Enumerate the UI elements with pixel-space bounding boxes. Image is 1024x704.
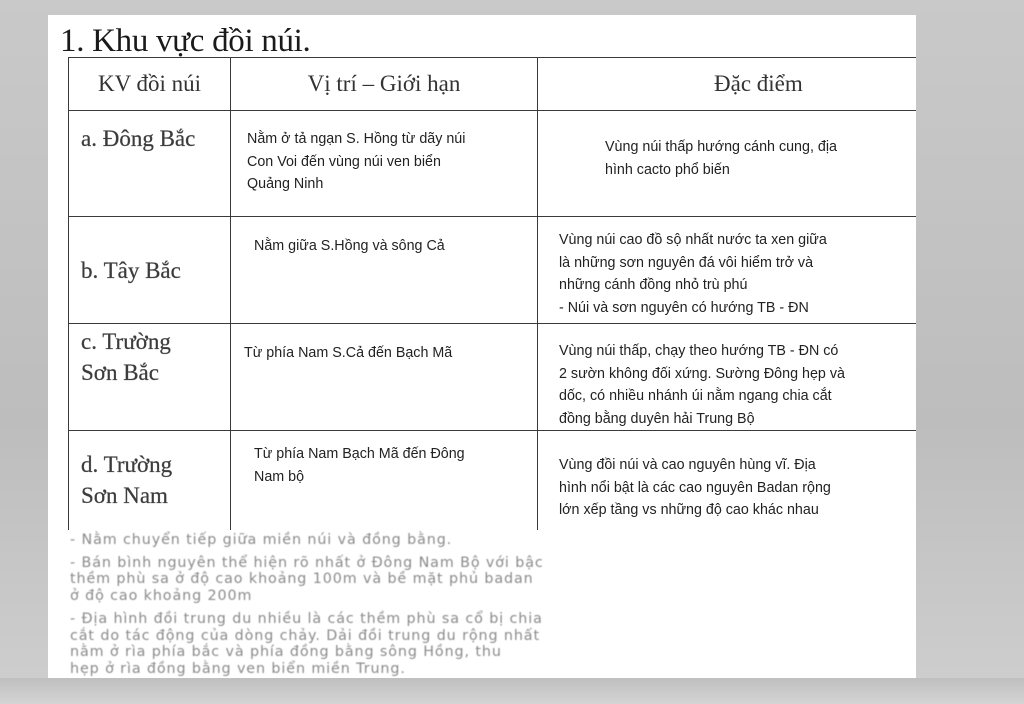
region-cell — [69, 217, 231, 324]
table-row — [69, 111, 917, 217]
features-cell — [538, 217, 917, 324]
features-text: Vùng đồi núi và cao nguyên hùng vĩ. Địa hình nổi bật là các cao nguyên Badan rộng lớn xếp tầng vs những độ cao khác nhau — [559, 457, 831, 518]
region-name: b. Tây Bắc — [81, 258, 181, 283]
region-cell — [69, 431, 231, 531]
document-page — [48, 15, 916, 530]
region-name: c. Trường Sơn Bắc — [81, 329, 171, 385]
section-heading: 1. Khu vực đồi núi. — [60, 23, 311, 59]
region-cell — [69, 324, 231, 431]
page-shadow — [0, 678, 1024, 704]
features-text: Vùng núi thấp hướng cánh cung, địa hình cacto phổ biến — [605, 139, 837, 178]
mountain-region-table — [68, 57, 916, 530]
features-cell — [538, 324, 917, 431]
position-text: Nằm giữa S.Hồng và sông Cả — [254, 238, 445, 254]
position-text: Từ phía Nam S.Cả đến Bạch Mã — [244, 345, 453, 361]
features-text: Vùng núi thấp, chạy theo hướng TB - ĐN có 2 sườn không đối xứng. Sường Đông hẹp và dốc, có nhiều nhánh úi nằm ngang chia cắt đồng bằng duyên hải Trung Bộ — [559, 343, 845, 427]
position-cell — [231, 111, 538, 217]
note-line: - Bán bình nguyên thể hiện rõ nhất ở Đông Nam Bộ với bậc thềm phù sa ở độ cao khoảng 100m và bề mặt phủ badan ở độ cao khoảng 200m — [70, 554, 544, 604]
table-header-row — [69, 58, 917, 111]
header-features: Đặc điểm — [538, 58, 917, 111]
features-cell — [538, 431, 917, 531]
features-text: Vùng núi cao đồ sộ nhất nước ta xen giữa là những sơn nguyên đá vôi hiểm trở và những cánh đồng nhỏ trù phú - Núi và sơn nguyên có hướng TB - ĐN — [559, 232, 827, 316]
header-region: KV đồi núi — [69, 58, 231, 111]
table-row — [69, 217, 917, 324]
position-cell — [231, 324, 538, 431]
position-text: Từ phía Nam Bạch Mã đến Đông Nam bộ — [254, 446, 465, 485]
note-line: - Nằm chuyển tiếp giữa miền núi và đồng bằng. — [70, 532, 453, 548]
region-cell — [69, 111, 231, 217]
region-name: a. Đông Bắc — [81, 126, 196, 151]
table-row — [69, 324, 917, 431]
notes-block — [48, 530, 916, 678]
region-name: d. Trường Sơn Nam — [81, 452, 173, 508]
position-text: Nằm ở tả ngạn S. Hồng từ dãy núi Con Voi đến vùng núi ven biển Quảng Ninh — [247, 131, 466, 192]
features-cell — [538, 111, 917, 217]
note-line: - Địa hình đồi trung du nhiều là các thềm phù sa cổ bị chia cắt do tác động của dòng chảy. Dải đồi trung du rộng nhất nằm ở rìa phía bắc và phía đồng bằng sông Hồng, thu hẹp ở rìa đồng bằng ven biển miền Trung. — [70, 611, 543, 677]
position-cell — [231, 217, 538, 324]
position-cell — [231, 431, 538, 531]
header-position: Vị trí – Giới hạn — [231, 58, 538, 111]
table-row — [69, 431, 917, 531]
